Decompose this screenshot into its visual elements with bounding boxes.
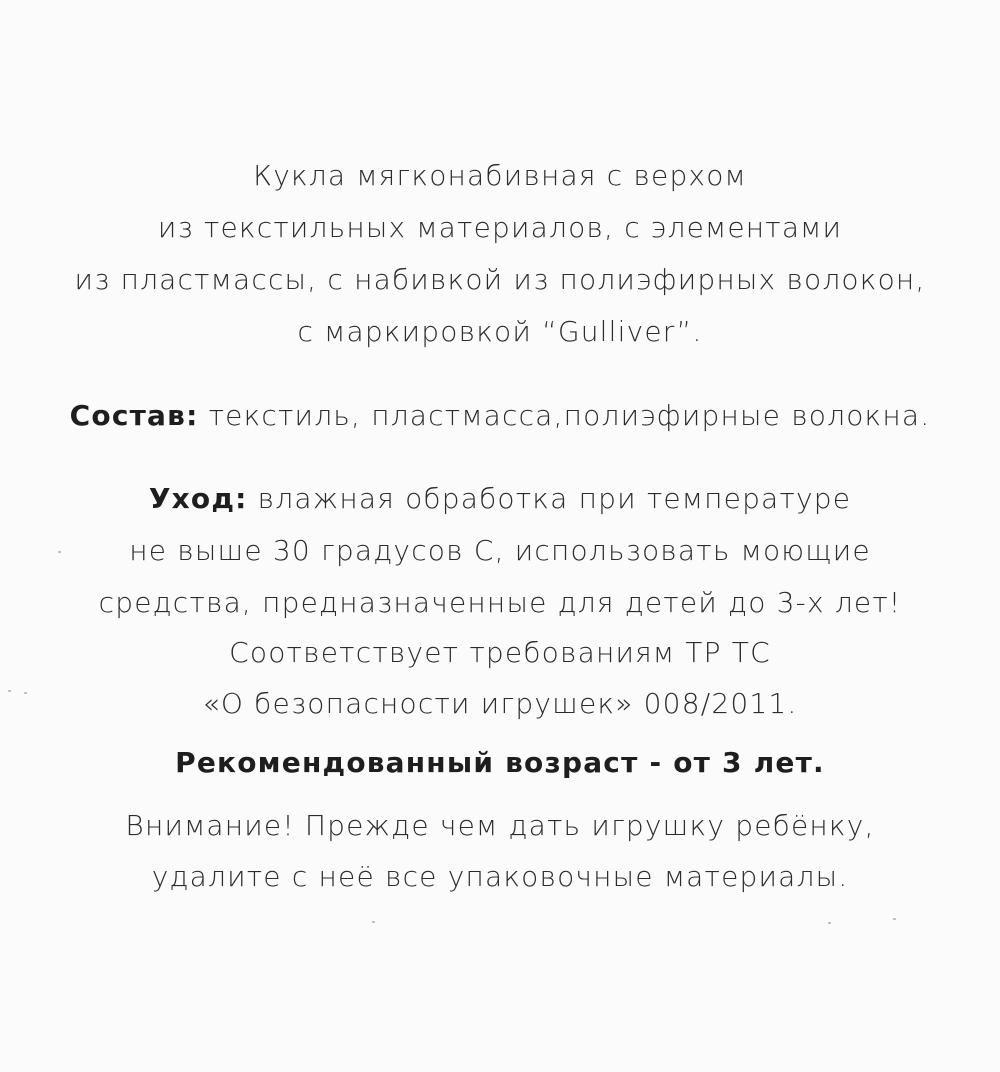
age-recommendation: Рекомендованный возраст - от 3 лет.	[175, 746, 825, 779]
care-text: влажная обработка при температуре	[247, 482, 852, 515]
scan-speck	[24, 692, 27, 694]
description-line: из текстильных материалов, с элементами	[157, 211, 843, 244]
warning-line: Внимание! Прежде чем дать игрушку ребёнку,	[125, 809, 875, 842]
description-line: из пластмассы, с набивкой из полиэфирных волокон,	[74, 263, 926, 296]
care-line: не выше 30 градусов С, использовать моющие	[129, 534, 871, 567]
care-line: «О безопасности игрушек» 008/2011.	[202, 687, 798, 720]
care-line	[0, 473, 1000, 525]
scan-speck	[372, 921, 375, 923]
composition-label: Состав:	[69, 399, 199, 432]
composition-line	[0, 390, 1000, 442]
care-label: Уход:	[148, 482, 248, 515]
composition-text: текстиль, пластмасса,полиэфирные волокна.	[198, 399, 931, 432]
care-line: Соответствует требованиям ТР ТС	[229, 636, 771, 669]
scan-speck	[893, 918, 896, 920]
scan-speck	[8, 690, 11, 692]
scan-speck	[828, 922, 831, 924]
care-line: средства, предназначенные для детей до 3-х лет!	[98, 586, 902, 619]
description-line: Кукла мягконабивная с верхом	[253, 159, 747, 192]
warning-line: удалите с неё все упаковочные материалы.	[151, 860, 849, 893]
scan-speck	[58, 551, 61, 553]
description-line: с маркировкой “Gulliver”.	[297, 315, 703, 348]
